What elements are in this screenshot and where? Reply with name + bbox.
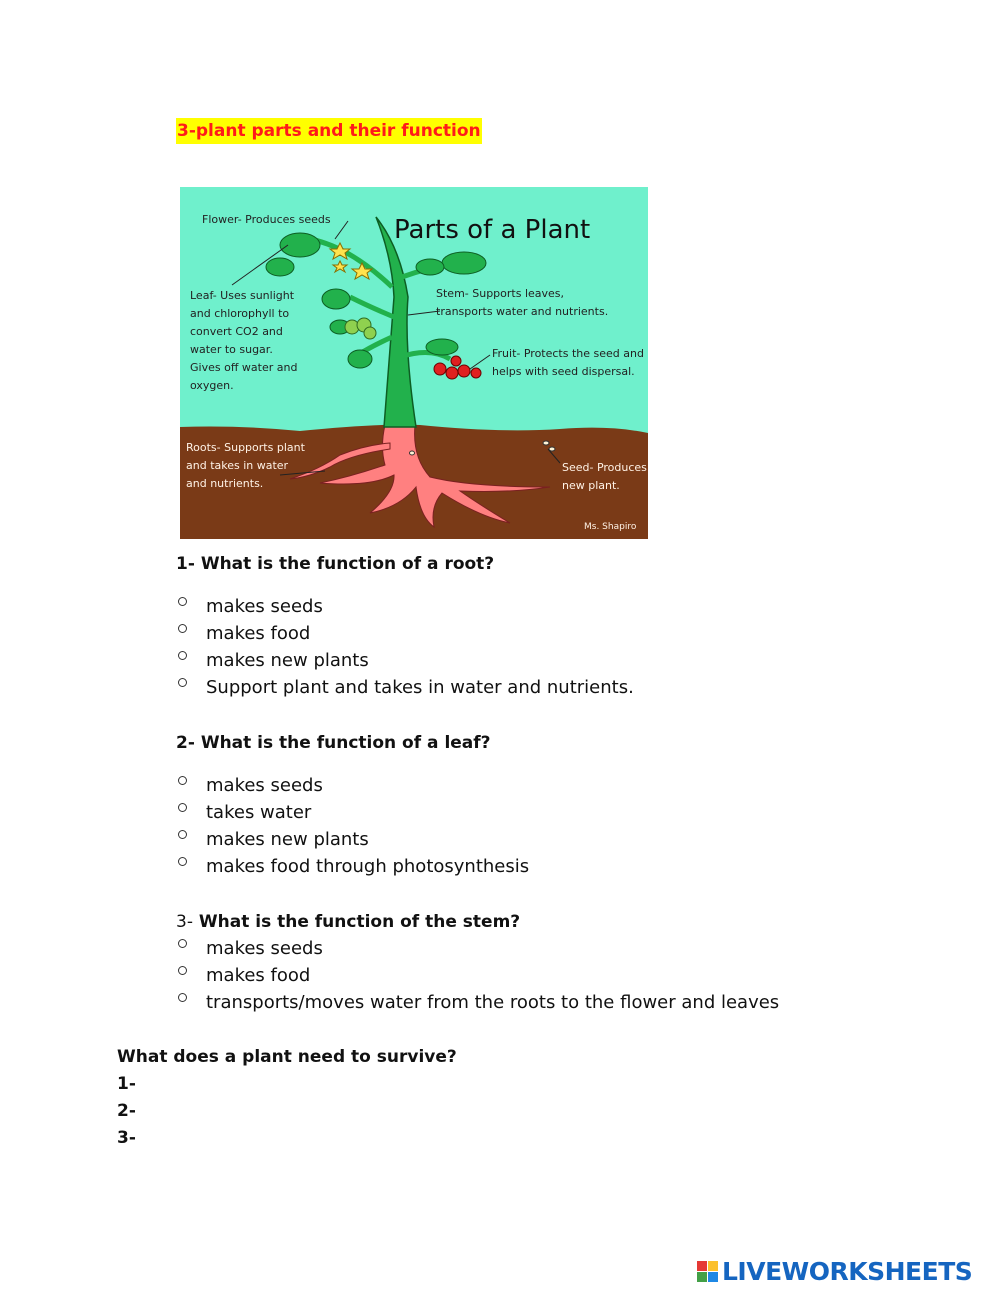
label-roots-line: and takes in water bbox=[186, 459, 289, 472]
option[interactable] bbox=[176, 935, 779, 962]
label-roots-line: Roots- Supports plant bbox=[186, 441, 305, 454]
question-number: 1- bbox=[176, 554, 195, 574]
option-label: makes food bbox=[206, 965, 311, 986]
plant-parts-diagram bbox=[180, 187, 648, 539]
red-fruit bbox=[434, 356, 481, 379]
radio-button[interactable] bbox=[178, 939, 187, 948]
option-label: makes food through photosynthesis bbox=[206, 856, 530, 877]
answer-blank[interactable]: 3- bbox=[117, 1128, 136, 1148]
radio-button[interactable] bbox=[178, 651, 187, 660]
label-leaf-line: water to sugar. bbox=[190, 343, 273, 356]
radio-button[interactable] bbox=[178, 857, 187, 866]
radio-button[interactable] bbox=[178, 624, 187, 633]
label-stem-line: Stem- Supports leaves, bbox=[436, 287, 565, 300]
question-2 bbox=[176, 731, 491, 755]
worksheet-heading: 3-plant parts and their function bbox=[176, 118, 482, 144]
question-1-options bbox=[176, 593, 634, 701]
option-label: transports/moves water from the roots to the flower and leaves bbox=[206, 992, 780, 1013]
label-leaf-line: and chlorophyll to bbox=[190, 307, 290, 320]
label-roots bbox=[186, 439, 305, 493]
logo-blocks-icon bbox=[697, 1261, 718, 1282]
option[interactable] bbox=[176, 620, 634, 647]
label-leaf-line: Leaf- Uses sunlight bbox=[190, 289, 295, 302]
option[interactable] bbox=[176, 989, 779, 1016]
survive-answer-list bbox=[117, 1071, 136, 1152]
label-stem bbox=[436, 285, 608, 321]
option-label: makes new plants bbox=[206, 650, 369, 671]
label-fruit-line: Fruit- Protects the seed and bbox=[492, 347, 644, 360]
option[interactable] bbox=[176, 962, 779, 989]
option[interactable] bbox=[176, 772, 529, 799]
option[interactable] bbox=[176, 674, 634, 701]
diagram-title: Parts of a Plant bbox=[394, 215, 591, 245]
question-2-options bbox=[176, 772, 529, 880]
question-number: 3- bbox=[176, 912, 193, 932]
diagram-credit: Ms. Shapiro bbox=[584, 522, 637, 532]
green-fruit bbox=[345, 318, 376, 339]
radio-button[interactable] bbox=[178, 993, 187, 1002]
label-roots-line: and nutrients. bbox=[186, 477, 264, 490]
answer-blank[interactable]: 2- bbox=[117, 1101, 136, 1121]
question-text: What is the function of a root? bbox=[200, 554, 495, 574]
label-seed-line: new plant. bbox=[562, 479, 620, 492]
label-fruit-line: helps with seed dispersal. bbox=[492, 365, 635, 378]
label-leaf bbox=[190, 287, 297, 395]
label-seed-line: Seed- Produces bbox=[562, 461, 647, 474]
radio-button[interactable] bbox=[178, 776, 187, 785]
option[interactable] bbox=[176, 593, 634, 620]
label-seed bbox=[562, 459, 647, 495]
radio-button[interactable] bbox=[178, 803, 187, 812]
option[interactable] bbox=[176, 853, 529, 880]
radio-button[interactable] bbox=[178, 966, 187, 975]
question-1 bbox=[176, 552, 494, 576]
radio-button[interactable] bbox=[178, 678, 187, 687]
option-label: makes seeds bbox=[206, 938, 323, 959]
question-3 bbox=[176, 910, 520, 934]
question-text: What is the function of a leaf? bbox=[200, 733, 491, 753]
label-leaf-line: oxygen. bbox=[190, 379, 234, 392]
logo-block bbox=[697, 1272, 707, 1282]
label-leaf-line: convert CO2 and bbox=[190, 325, 283, 338]
logo-block bbox=[708, 1261, 718, 1271]
option[interactable] bbox=[176, 799, 529, 826]
option-label: Support plant and takes in water and nutrients. bbox=[206, 677, 634, 698]
survive-question: What does a plant need to survive? bbox=[117, 1047, 457, 1067]
question-3-options bbox=[176, 935, 779, 1016]
option-label: makes new plants bbox=[206, 829, 369, 850]
liveworksheets-logo bbox=[697, 1257, 972, 1285]
logo-block bbox=[697, 1261, 707, 1271]
label-fruit bbox=[492, 345, 644, 381]
question-number: 2- bbox=[176, 733, 195, 753]
answer-blank[interactable]: 1- bbox=[117, 1074, 136, 1094]
option-label: takes water bbox=[206, 802, 312, 823]
radio-button[interactable] bbox=[178, 597, 187, 606]
label-stem-line: transports water and nutrients. bbox=[436, 305, 609, 318]
option-label: makes seeds bbox=[206, 775, 323, 796]
question-text: What is the function of the stem? bbox=[198, 912, 521, 932]
option[interactable] bbox=[176, 647, 634, 674]
label-flower: Flower- Produces seeds bbox=[202, 213, 331, 226]
label-leaf-line: Gives off water and bbox=[190, 361, 298, 374]
brand-name: LIVEWORKSHEETS bbox=[722, 1256, 973, 1286]
option-label: makes food bbox=[206, 623, 311, 644]
option-label: makes seeds bbox=[206, 596, 323, 617]
logo-block bbox=[708, 1272, 718, 1282]
option[interactable] bbox=[176, 826, 529, 853]
radio-button[interactable] bbox=[178, 830, 187, 839]
stem bbox=[376, 217, 416, 427]
